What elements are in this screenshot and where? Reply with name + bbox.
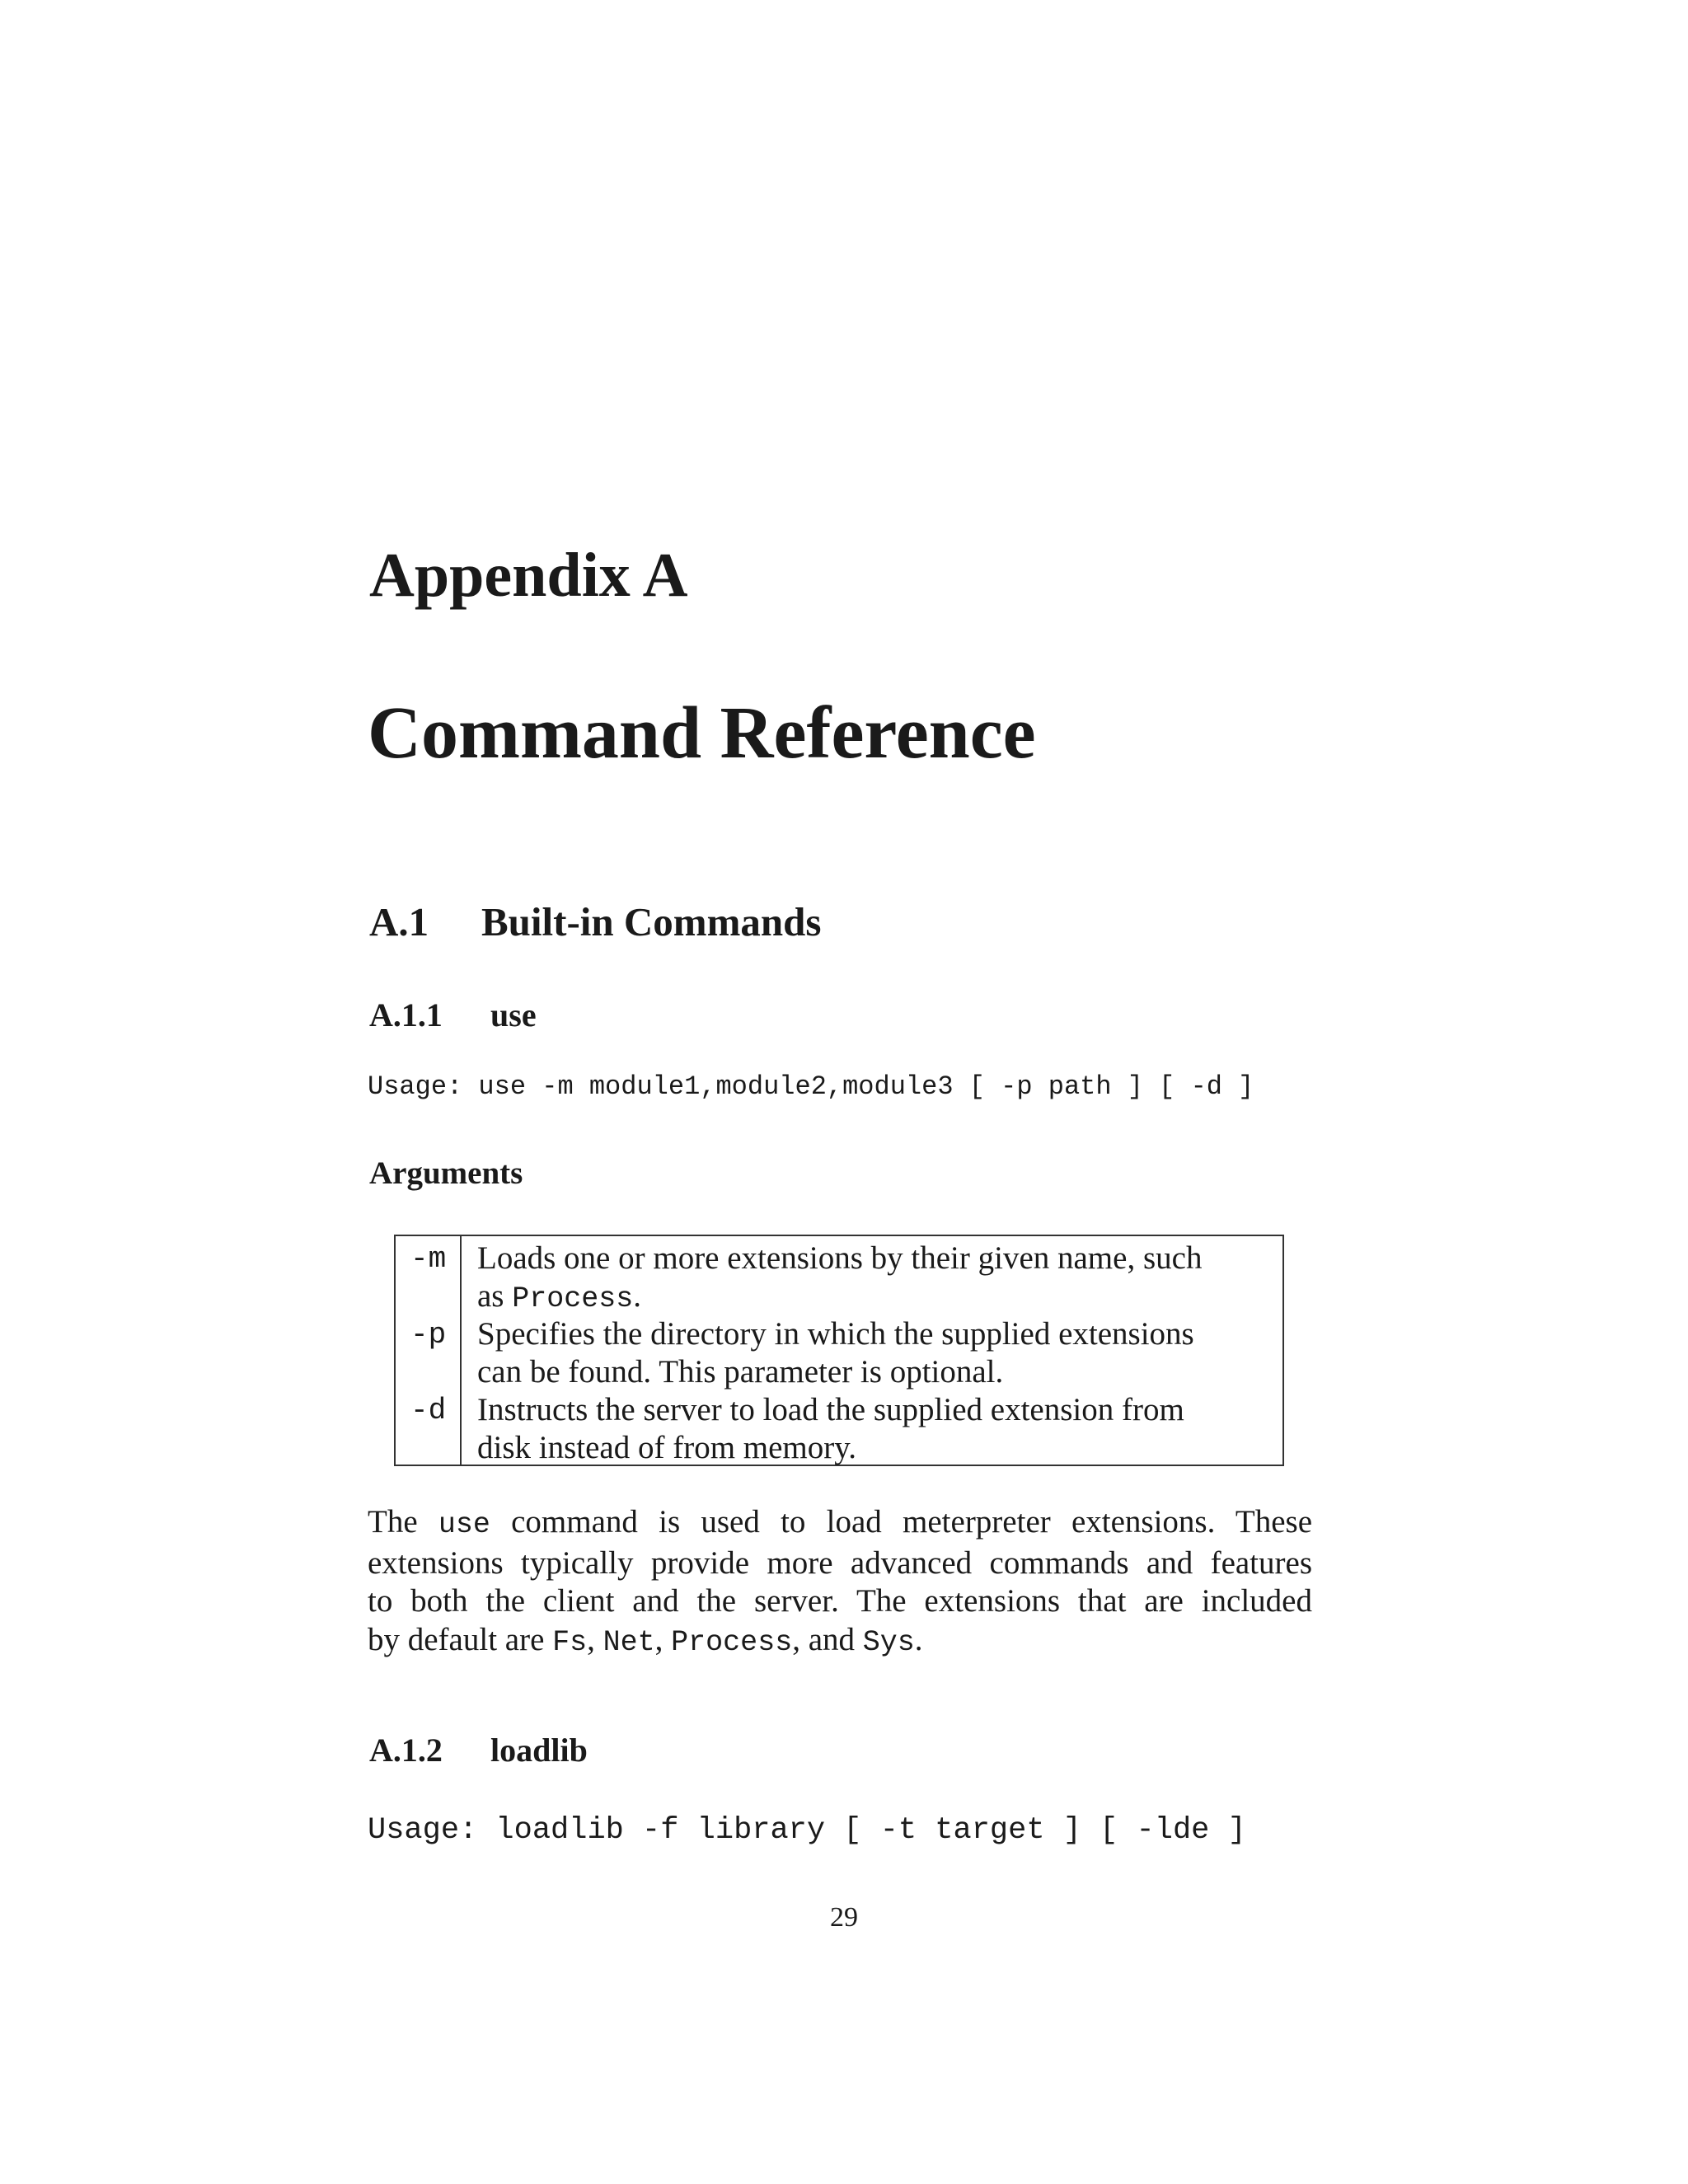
section-title: Built-in Commands: [481, 899, 822, 944]
appendix-label: Appendix A: [369, 541, 688, 610]
text-run: .: [914, 1621, 923, 1657]
arguments-table: [394, 1235, 1284, 1466]
section-heading: [369, 899, 822, 944]
section-number: A.1: [369, 899, 429, 944]
arg-description-line: disk instead of from memory.: [477, 1430, 856, 1465]
paragraph-line: to both the client and the server. The extensions that are included: [368, 1583, 1312, 1619]
table-row: [396, 1388, 1282, 1464]
arguments-heading: Arguments: [369, 1155, 523, 1191]
arg-flag: -d: [410, 1394, 447, 1427]
arg-flag: -m: [410, 1242, 447, 1276]
chapter-title: Command Reference: [368, 692, 1036, 774]
arg-description: [477, 1240, 1277, 1318]
arg-description: [477, 1315, 1277, 1391]
subsection-number: A.1.1: [369, 996, 443, 1033]
arg-flag: -p: [410, 1318, 447, 1352]
subsection-title: use: [490, 996, 537, 1033]
subsection-number: A.1.2: [369, 1732, 443, 1769]
text-run: The: [368, 1504, 438, 1540]
text-run: ,: [587, 1621, 603, 1657]
inline-code: Fs: [552, 1625, 588, 1659]
text-run: by default are: [368, 1621, 553, 1657]
usage-line-loadlib: Usage: loadlib -f library [ -t target ] [ -lde ]: [368, 1813, 1246, 1848]
table-row: [396, 1236, 1282, 1315]
paragraph-line: [368, 1503, 1312, 1544]
paragraph-line: [368, 1621, 1312, 1662]
inline-code: Net: [603, 1625, 655, 1659]
usage-line-use: Usage: use -m module1,module2,module3 [ -p path ] [ -d ]: [368, 1071, 1254, 1102]
paragraph-line: extensions typically provide more advanced commands and features: [368, 1544, 1312, 1581]
table-row: [396, 1312, 1282, 1388]
text-run: , and: [792, 1621, 863, 1657]
arg-description: [477, 1391, 1277, 1467]
inline-code: use: [438, 1508, 490, 1541]
arg-description-line: can be found. This parameter is optional.: [477, 1354, 1004, 1390]
inline-code: Sys: [862, 1625, 915, 1659]
text-run: as: [477, 1278, 513, 1314]
subsection-heading-loadlib: [369, 1734, 588, 1767]
subsection-title: loadlib: [490, 1732, 588, 1769]
text-run: command is used to load meterpreter extensions. These: [490, 1504, 1313, 1540]
inline-code: Process: [671, 1625, 793, 1659]
text-run: ,: [654, 1621, 672, 1657]
subsection-heading-use: [369, 996, 537, 1033]
inline-code: Process: [512, 1282, 634, 1315]
page-number: 29: [830, 1902, 858, 1933]
use-description-paragraph: [368, 1503, 1312, 1661]
arg-description-line: Loads one or more extensions by their given name, such: [477, 1240, 1203, 1276]
arg-description-line: Instructs the server to load the supplied extension from: [477, 1392, 1184, 1427]
text-run: .: [633, 1278, 642, 1314]
arg-description-line: Specifies the directory in which the supplied extensions: [477, 1316, 1194, 1352]
